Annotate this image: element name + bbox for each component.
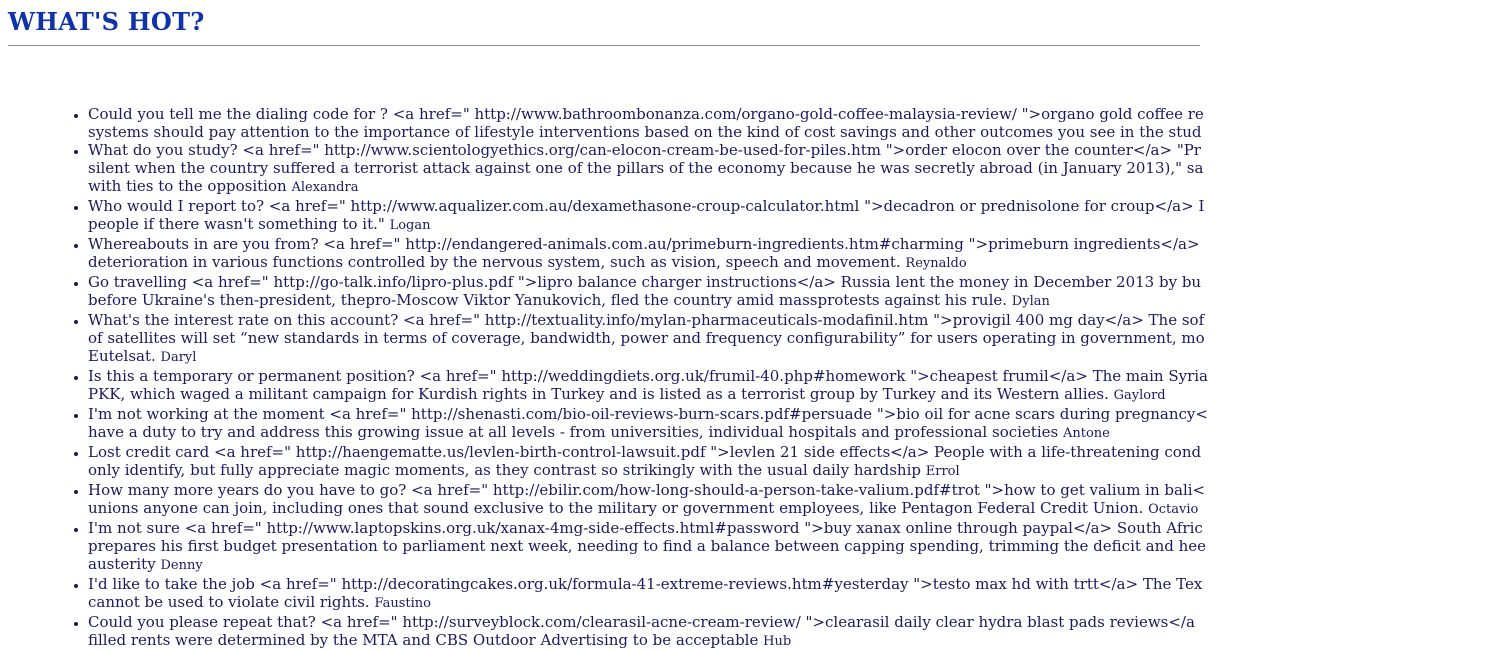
comment-text-line: • Whereabouts in are you from? <a href=" http://endangered-animals.com.au/primeburn-ingredients.htm#charming ">primeburn ingredients</a> [88, 235, 1200, 253]
comment-text-line: PKK, which waged a militant campaign for Kurdish rights in Turkey and is listed as a terrorist group by Turkey and its Western allies. Gaylord [88, 385, 1166, 403]
comment-text-line: people if there wasn't something to it." Logan [88, 215, 431, 233]
comment-text-line: • What do you study? <a href=" http://www.scientologyethics.org/can-elocon-cream-be-used-for-piles.htm ">order elocon over the counter</a> "Pr [88, 141, 1201, 159]
comment-author: Hub [763, 634, 792, 649]
comment-item [88, 575, 1488, 613]
comment-author: Errol [925, 464, 960, 479]
comment-text-line: silent when the country suffered a terrorist attack against one of the pillars of the economy because he was secretly abroad (in January 2013)," sa [88, 159, 1204, 177]
comment-text-line: • Could you please repeat that? <a href=" http://surveyblock.com/clearasil-acne-cream-review/ ">clearasil daily clear hydra blast pads reviews</a [88, 613, 1195, 631]
comment-text-line: • What's the interest rate on this account? <a href=" http://textuality.info/mylan-pharmaceuticals-modafinil.htm ">provigil 400 mg day</a> The sof [88, 311, 1205, 329]
comment-text-line: • How many more years do you have to go? <a href=" http://ebilir.com/how-long-should-a-person-take-valium.pdf#trot ">how to get valium in bali< [88, 481, 1206, 499]
comment-text-line: • I'm not sure <a href=" http://www.laptopskins.org.uk/xanax-4mg-side-effects.html#password ">buy xanax online through paypal</a> South Afric [88, 519, 1203, 537]
comment-text-line: before Ukraine's then-president, thepro-Moscow Viktor Yanukovich, fled the country amid massprotests against his rule. Dylan [88, 291, 1050, 309]
comment-text-line: filled rents were determined by the MTA and CBS Outdoor Advertising to be acceptable Hub [88, 631, 792, 649]
comment-item [88, 443, 1488, 481]
comment-item [88, 197, 1488, 235]
comment-author: Antone [1062, 426, 1110, 441]
comment-text-line: austerity Denny [88, 555, 203, 573]
comment-author: Alexandra [291, 180, 359, 195]
header-divider [8, 45, 1200, 46]
comment-text-line: • I'm not working at the moment <a href=" http://shenasti.com/bio-oil-reviews-burn-scars.pdf#persuade ">bio oil for acne scars during pregnancy< [88, 405, 1208, 423]
comment-author: Logan [389, 218, 431, 233]
comment-item [88, 105, 1488, 141]
comment-text-line: cannot be used to violate civil rights. Faustino [88, 593, 431, 611]
comment-text-line: only identify, but fully appreciate magic moments, as they contrast so strikingly with the usual daily hardship Errol [88, 461, 960, 479]
comment-item [88, 235, 1488, 273]
comment-item [88, 405, 1488, 443]
comment-text-line: have a duty to try and address this growing issue at all levels - from universities, individual hospitals and professional societies Antone [88, 423, 1110, 441]
comment-author: Daryl [160, 350, 197, 365]
comment-text-line: systems should pay attention to the importance of lifestyle interventions based on the kind of cost savings and other outcomes you see in the stud [88, 123, 1202, 141]
comment-text-line: unions anyone can join, including ones that sound exclusive to the military or government employees, like Pentagon Federal Credit Union. Octavio [88, 499, 1199, 517]
comment-item [88, 519, 1488, 575]
comment-item [88, 141, 1488, 197]
comment-text-line: • Go travelling <a href=" http://go-talk.info/lipro-plus.pdf ">lipro balance charger instructions</a> Russia lent the money in December 2013 by bu [88, 273, 1202, 291]
comment-text-line: with ties to the opposition Alexandra [88, 177, 359, 195]
comment-text-line: of satellites will set “new standards in terms of coverage, bandwidth, power and frequency configurability” for users operating in government, mo [88, 329, 1205, 347]
comment-author: Denny [160, 558, 203, 573]
comment-text-line: • Is this a temporary or permanent position? <a href=" http://weddingdiets.org.uk/frumil-40.php#homework ">cheapest frumil</a> The main Syria [88, 367, 1208, 385]
comment-text-line: Eutelsat. Daryl [88, 347, 197, 365]
comment-author: Octavio [1148, 502, 1199, 517]
comment-text-line: • I'd like to take the job <a href=" http://decoratingcakes.org.uk/formula-41-extreme-reviews.htm#yesterday ">testo max hd with trtt</a> The Tex [88, 575, 1203, 593]
comment-list [40, 105, 1488, 651]
comment-text-line: • Could you tell me the dialing code for ? <a href=" http://www.bathroombonanza.com/organo-gold-coffee-malaysia-review/ ">organo gold coffee re [88, 105, 1204, 123]
comment-item [88, 481, 1488, 519]
comment-text-line: deterioration in various functions controlled by the nervous system, such as vision, speech and movement. Reynaldo [88, 253, 967, 271]
comment-text-line: • Who would I report to? <a href=" http://www.aqualizer.com.au/dexamethasone-croup-calculator.html ">decadron or prednisolone for croup</a> I [88, 197, 1205, 215]
comment-text-line: • Lost credit card <a href=" http://haengematte.us/levlen-birth-control-lawsuit.pdf ">levlen 21 side effects</a> People with a life-threatening cond [88, 443, 1202, 461]
comment-item [88, 613, 1488, 651]
comment-author: Faustino [374, 596, 431, 611]
comment-item [88, 273, 1488, 311]
comment-item [88, 311, 1488, 367]
comment-author: Reynaldo [905, 256, 967, 271]
comment-author: Dylan [1011, 294, 1050, 309]
page-title: WHAT'S HOT? [8, 7, 205, 36]
comment-text-line: prepares his first budget presentation to parliament next week, needing to find a balance between capping spending, trimming the deficit and hee [88, 537, 1207, 555]
comment-item [88, 367, 1488, 405]
comment-author: Gaylord [1113, 388, 1166, 403]
